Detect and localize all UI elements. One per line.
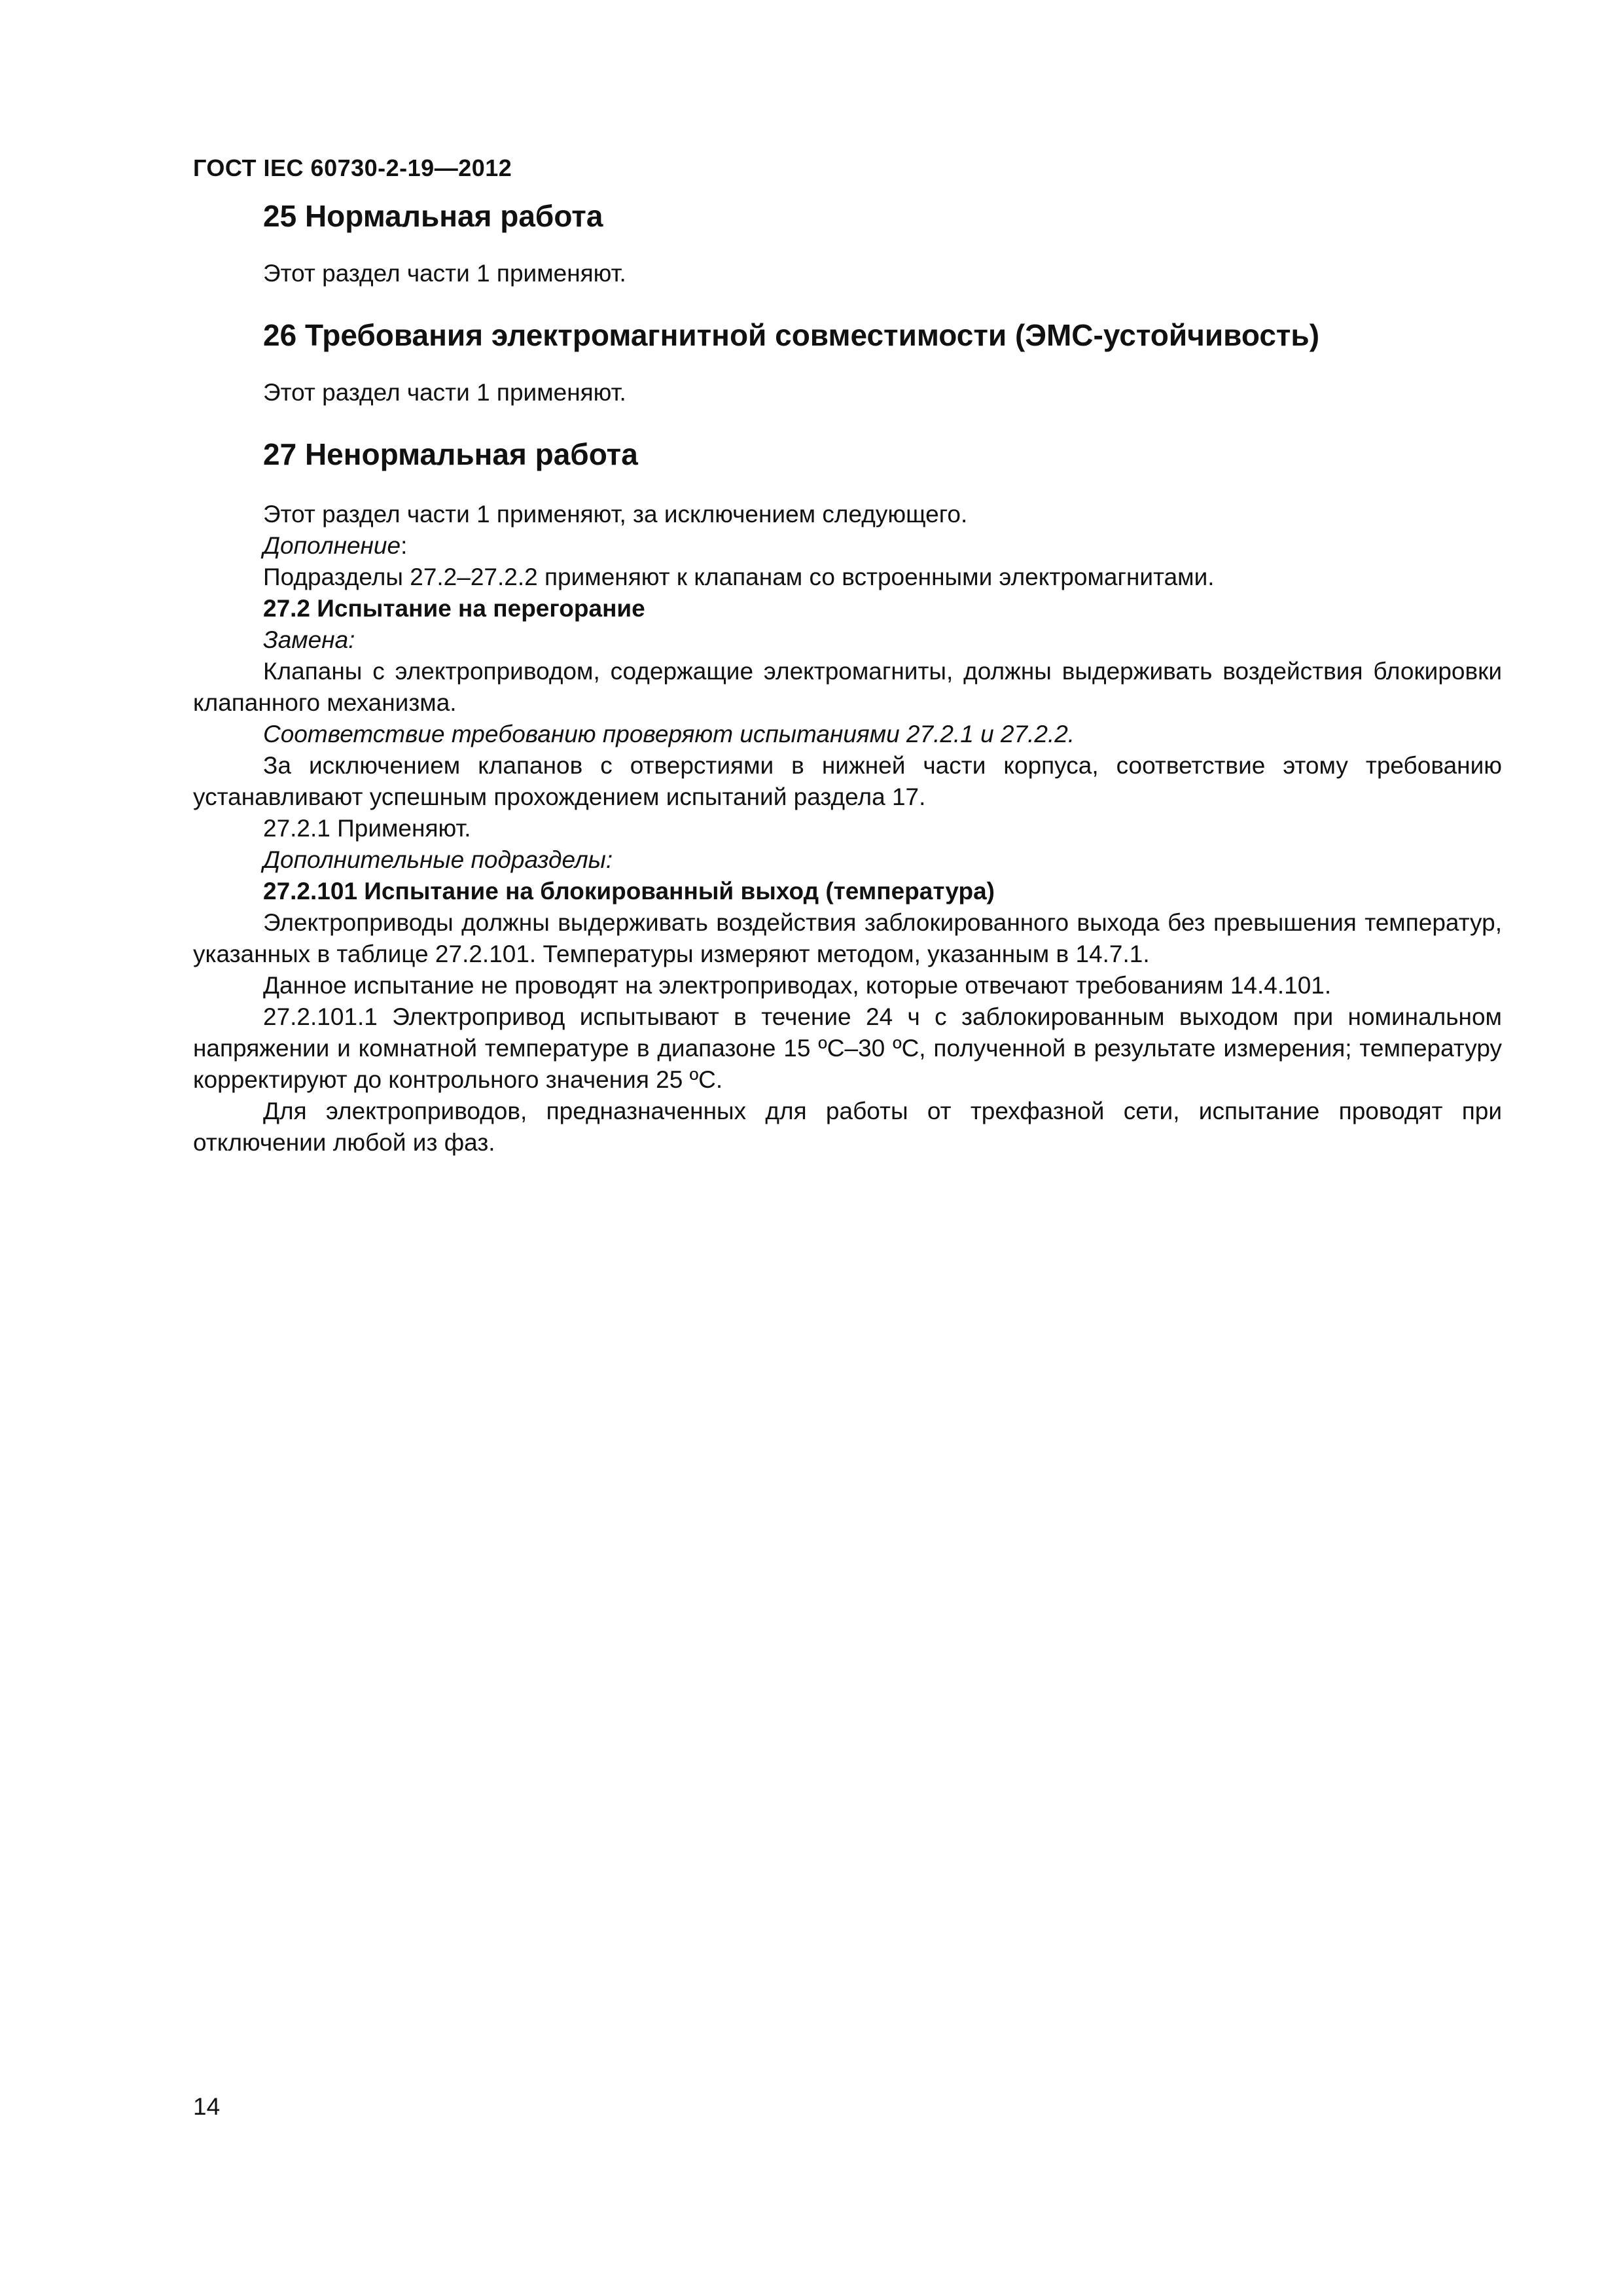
paragraph: 27.2.101.1 Электропривод испытывают в течение 24 ч с заблокированным выходом при номинальном напряжении и комнатной температуре в диапазоне 15 ºС–30 ºС, полученной в результате измерения; температуру корректируют до контрольного значения 25 ºС. <box>193 1003 1502 1093</box>
addition-label-text: Дополнение <box>263 532 401 559</box>
page-content <box>193 196 1502 1158</box>
paragraph: 27.2.1 Применяют. <box>263 815 471 842</box>
paragraph: Данное испытание не проводят на электроприводах, которые отвечают требованиям 14.4.101. <box>263 972 1332 999</box>
additional-subsections-label: Дополнительные подразделы: <box>263 846 613 873</box>
compliance-paragraph: Соответствие требованию проверяют испытаниями 27.2.1 и 27.2.2. <box>263 721 1075 747</box>
page-number: 14 <box>193 2093 221 2120</box>
paragraph: За исключением клапанов с отверстиями в нижней части корпуса, соответствие этому требованию устанавливают успешным прохождением испытаний раздела 17. <box>193 752 1502 810</box>
paragraph: Клапаны с электроприводом, содержащие электромагниты, должны выдерживать воздействия блокировки клапанного механизма. <box>193 658 1502 716</box>
section-25-text: Этот раздел части 1 применяют. <box>263 260 626 287</box>
paragraph: Электроприводы должны выдерживать воздействия заблокированного выхода без превышения температур, указанных в таблице 27.2.101. Температуры измеряют методом, указанным в 14.7.1. <box>193 909 1502 967</box>
addition-label <box>193 530 1502 562</box>
addition-colon: : <box>401 532 408 559</box>
subsection-heading-27-2: 27.2 Испытание на перегорание <box>263 595 645 622</box>
replacement-label: Замена: <box>263 626 355 653</box>
paragraph: Для электроприводов, предназначенных для работы от трехфазной сети, испытание проводят при отключении любой из фаз. <box>193 1098 1502 1156</box>
section-26-text: Этот раздел части 1 применяют. <box>263 379 626 406</box>
document-header: ГОСТ IEC 60730-2-19—2012 <box>193 154 512 181</box>
paragraph: Этот раздел части 1 применяют, за исключением следующего. <box>263 501 968 528</box>
section-heading-25: 25 Нормальная работа <box>263 199 603 233</box>
subsection-heading-27-2-101: 27.2.101 Испытание на блокированный выход (температура) <box>263 878 995 905</box>
section-heading-26: 26 Требования электромагнитной совместимости (ЭМС-устойчивость) <box>263 318 1320 352</box>
paragraph: Подразделы 27.2–27.2.2 применяют к клапанам со встроенными электромагнитами. <box>263 564 1215 590</box>
section-heading-27: 27 Ненормальная работа <box>263 437 638 471</box>
